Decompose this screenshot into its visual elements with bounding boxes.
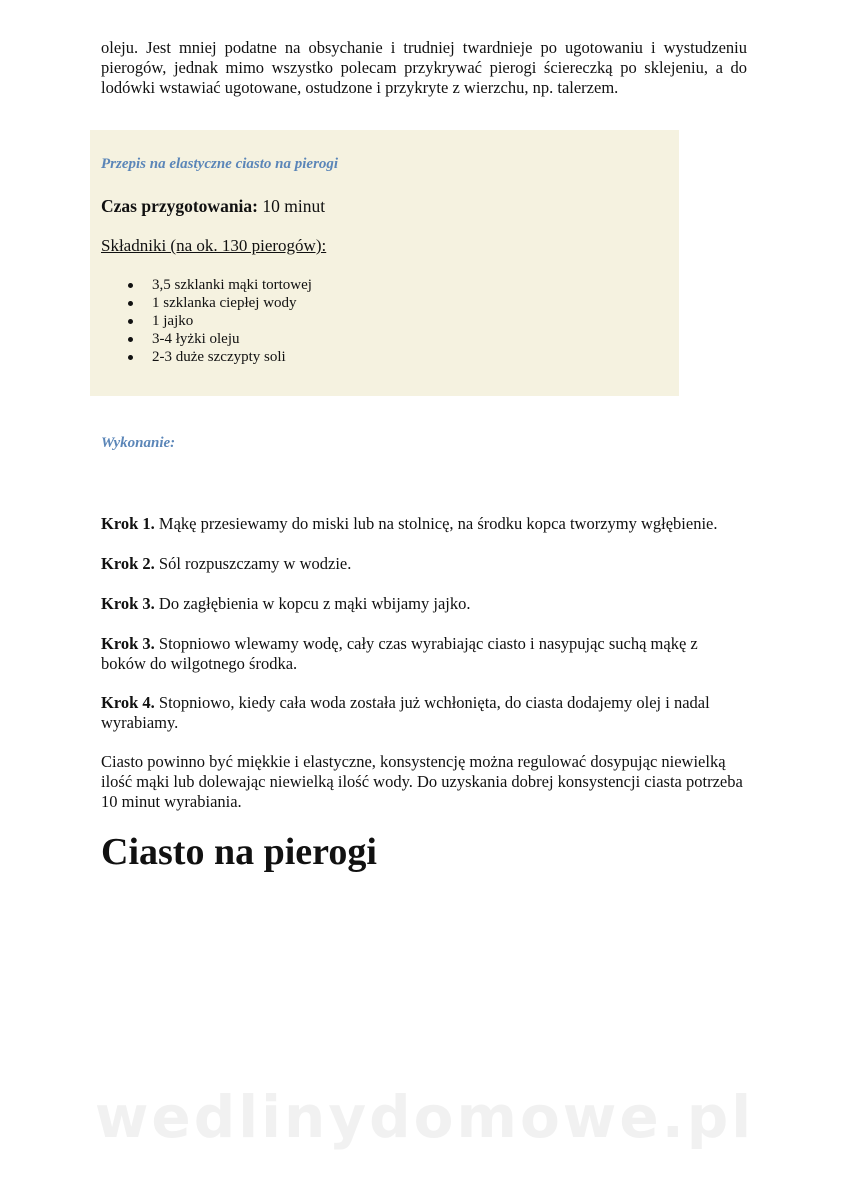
ingredients-list xyxy=(101,276,312,366)
prep-time-label: Czas przygotowania: xyxy=(101,196,258,216)
step-4 xyxy=(101,693,746,733)
recipe-title: Przepis na elastyczne ciasto na pierogi xyxy=(101,156,339,172)
ingredient-item: 3-4 łyżki oleju xyxy=(101,330,312,348)
ingredient-item: 2-3 duże szczypty soli xyxy=(101,348,312,366)
step-2 xyxy=(101,554,751,574)
prep-time-value: 10 minut xyxy=(258,196,326,216)
prep-time xyxy=(101,196,325,217)
step-text: Stopniowo, kiedy cała woda została już wchłonięta, do ciasta dodajemy olej i nadal wyrabiamy. xyxy=(101,693,710,732)
step-text: Stopniowo wlewamy wodę, cały czas wyrabiając ciasto i nasypując suchą mąkę z boków do wilgotnego środka. xyxy=(101,634,698,673)
step-label: Krok 3. xyxy=(101,594,155,613)
step-text: Do zagłębienia w kopcu z mąki wbijamy jajko. xyxy=(154,594,471,613)
closing-paragraph: Ciasto powinno być miękkie i elastyczne, konsystencję można regulować dosypując niewielką ilość mąki lub dolewając niewielką ilość wody. Do uzyskania dobrej konsystencji ciasta potrzeba 10 minut wyrabiania. xyxy=(101,752,743,811)
ingredient-item: 1 szklanka ciepłej wody xyxy=(101,294,312,312)
recipe-box xyxy=(90,130,679,396)
step-label: Krok 3. xyxy=(101,634,155,653)
method-heading: Wykonanie: xyxy=(101,435,176,451)
ingredient-item: 1 jajko xyxy=(101,312,312,330)
ingredient-item: 3,5 szklanki mąki tortowej xyxy=(101,276,312,294)
intro-paragraph: oleju. Jest mniej podatne na obsychanie i trudniej twardnieje po ugotowaniu i wystudzeniu pierogów, jednak mimo wszystko polecam przykrywać pierogi ściereczką po sklejeniu, a do lodówki wstawiać ugotowane, ostudzone i przykryte z wierzchu, np. talerzem. xyxy=(101,38,747,97)
step-1 xyxy=(101,514,751,534)
step-text: Sól rozpuszczamy w wodzie. xyxy=(154,554,352,573)
step-3b xyxy=(101,634,741,674)
ingredients-heading: Składniki (na ok. 130 pierogów): xyxy=(101,236,327,255)
step-label: Krok 4. xyxy=(101,693,155,712)
step-label: Krok 1. xyxy=(101,514,155,533)
section-title: Ciasto na pierogi xyxy=(101,831,377,873)
step-text: Mąkę przesiewamy do miski lub na stolnicę, na środku kopca tworzymy wgłębienie. xyxy=(154,514,718,533)
step-3 xyxy=(101,594,751,614)
step-label: Krok 2. xyxy=(101,554,155,573)
watermark: wedlinydomowe.pl xyxy=(94,1083,755,1151)
